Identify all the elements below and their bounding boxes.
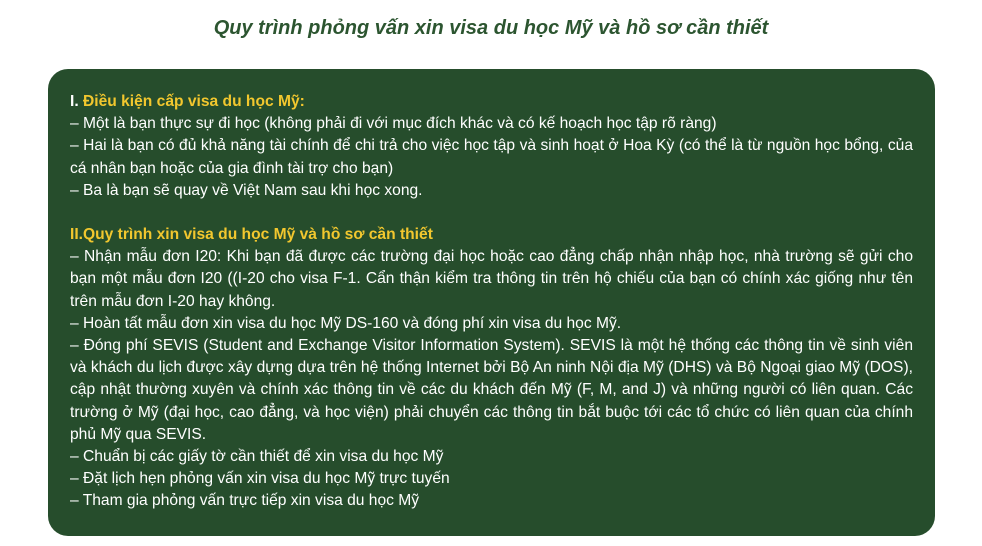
list-item: – Đặt lịch hẹn phỏng vấn xin visa du học Mỹ trực tuyến <box>70 470 450 488</box>
content-card <box>48 69 935 536</box>
section-numeral: I. <box>70 93 83 110</box>
list-item: – Hoàn tất mẫu đơn xin visa du học Mỹ DS-160 và đóng phí xin visa du học Mỹ. <box>70 314 622 332</box>
page-title: Quy trình phỏng vấn xin visa du học Mỹ và hồ sơ cần thiết <box>213 17 769 39</box>
section-heading-text: II.Quy trình xin visa du học Mỹ và hồ sơ cần thiết <box>70 226 433 244</box>
list-item: – Chuẩn bị các giấy tờ cần thiết để xin visa du học Mỹ <box>70 448 444 466</box>
list-item: – Tham gia phỏng vấn trực tiếp xin visa du học Mỹ <box>70 492 420 510</box>
list-item: – Ba là bạn sẽ quay về Việt Nam sau khi học xong. <box>70 181 423 199</box>
list-item: – Nhận mẫu đơn I20: Khi bạn đã được các trường đại học hoặc cao đẳng chấp nhận nhập học, nhà trường sẽ gửi cho bạn một mẫu đơn I20 ((I-20 cho visa F-1. Cẩn thận kiểm tra thông tin trên hộ chiếu của bạn có chính xác giống như tên trên mẫu đơn I-20 hay không. <box>70 248 913 310</box>
list-item: – Một là bạn thực sự đi học (không phải đi với mục đích khác và có kế hoạch học tập rõ ràng) <box>70 115 717 133</box>
section-heading <box>70 91 913 113</box>
list-item: – Đóng phí SEVIS (Student and Exchange Visitor Information System). SEVIS là một hệ thống các thông tin về sinh viên và khách du lịch được xây dựng dựa trên hệ thống Internet bởi Bộ An ninh Nội địa Mỹ (DHS) và Bộ Ngoại giao Mỹ (DOS), cập nhật thường xuyên và chính xác thông tin về các du khách đến Mỹ (F, M, and J) và những người có liên quan. Các trường ở Mỹ (đại học, cao đẳng, và học viện) phải chuyển các thông tin bắt buộc tới các tổ chức có liên quan của chính phủ Mỹ qua SEVIS. <box>70 337 913 443</box>
list-item: – Hai là bạn có đủ khả năng tài chính để chi trả cho việc học tập và sinh hoạt ở Hoa Kỳ (có thể là từ nguồn học bổng, của cá nhân bạn hoặc của gia đình tài trợ cho bạn) <box>70 137 913 177</box>
section-visa-conditions <box>70 91 913 202</box>
section-heading-text: Điều kiện cấp visa du học Mỹ: <box>83 93 305 110</box>
section-visa-process <box>70 224 913 513</box>
section-heading <box>70 224 913 246</box>
